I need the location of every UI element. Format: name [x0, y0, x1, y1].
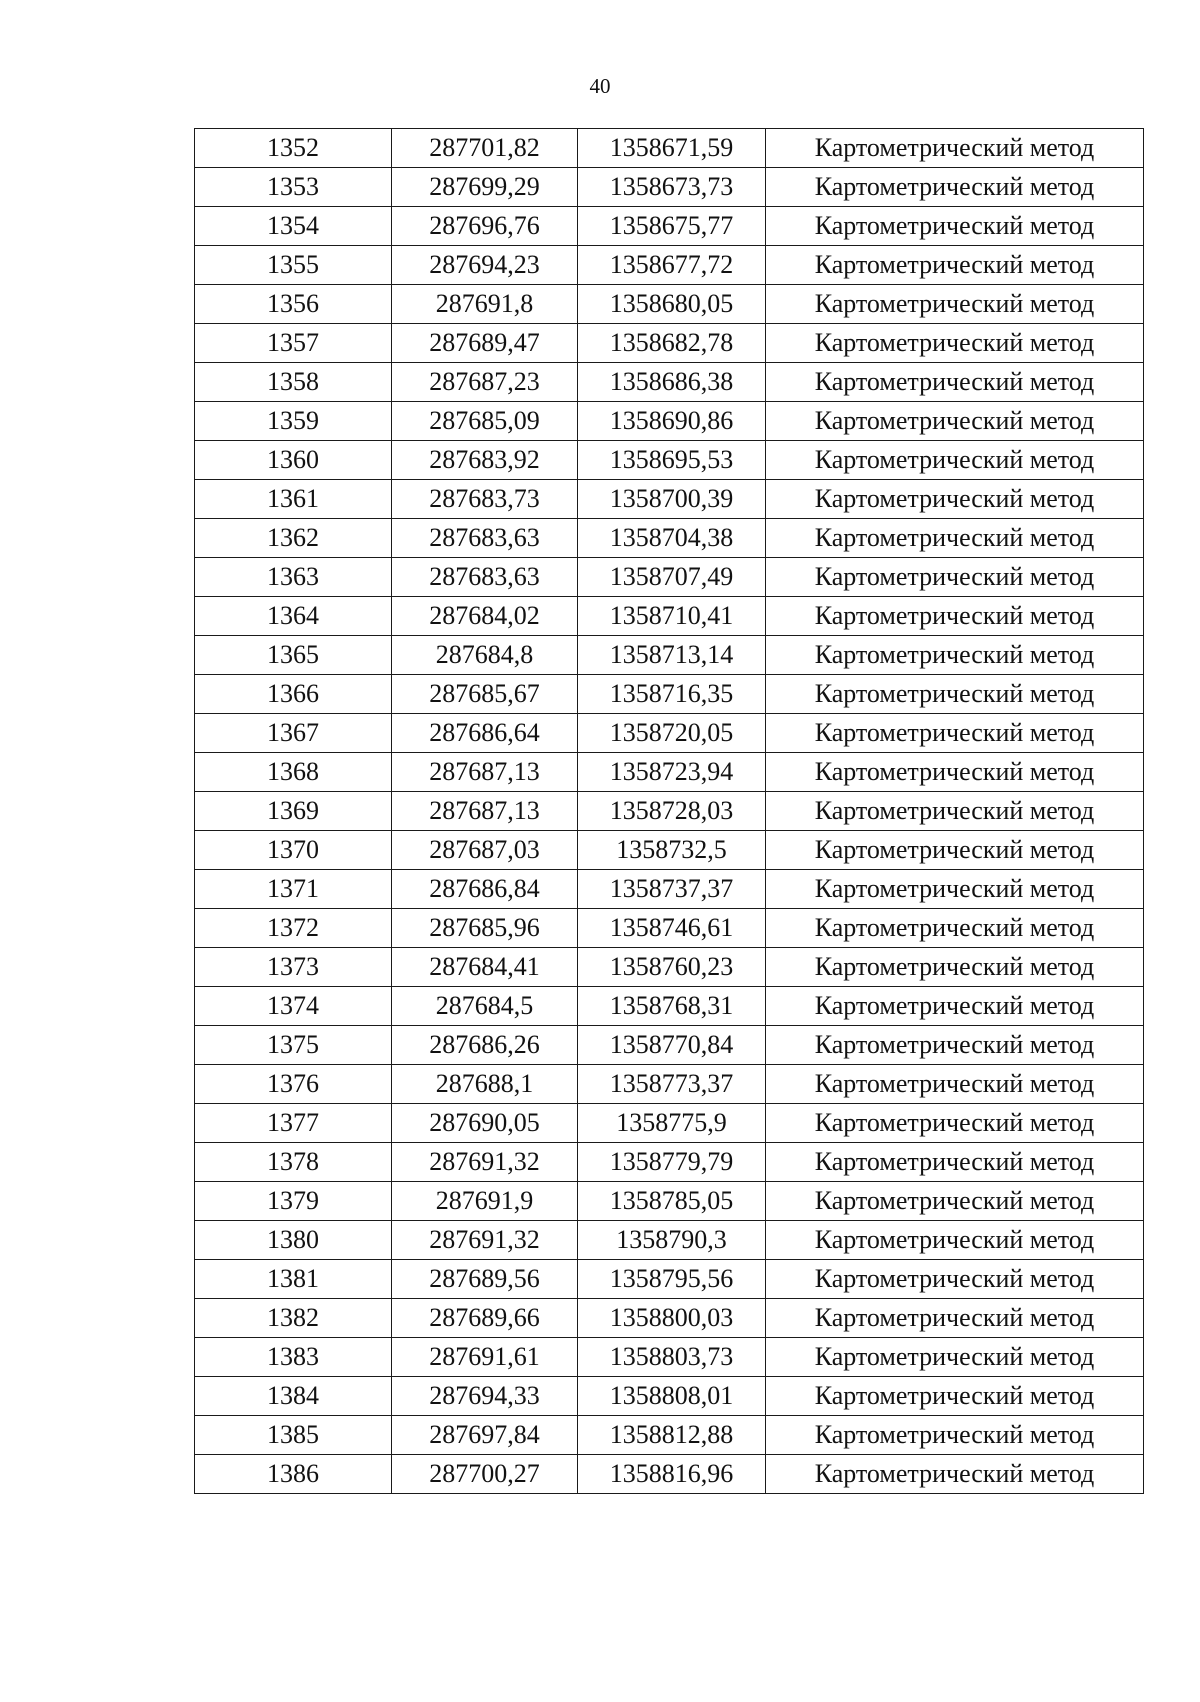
point-number-cell: 1368 — [195, 753, 392, 792]
point-number-cell: 1373 — [195, 948, 392, 987]
y-coordinate-cell: 1358773,37 — [578, 1065, 766, 1104]
y-coordinate-cell: 1358779,79 — [578, 1143, 766, 1182]
table-row — [195, 987, 1144, 1026]
point-number-cell: 1380 — [195, 1221, 392, 1260]
point-number-cell: 1369 — [195, 792, 392, 831]
method-cell: Картометрический метод — [766, 1338, 1144, 1377]
x-coordinate-cell: 287685,67 — [392, 675, 578, 714]
table-row — [195, 285, 1144, 324]
x-coordinate-cell: 287691,9 — [392, 1182, 578, 1221]
table-row — [195, 519, 1144, 558]
x-coordinate-cell: 287689,66 — [392, 1299, 578, 1338]
method-cell: Картометрический метод — [766, 129, 1144, 168]
y-coordinate-cell: 1358690,86 — [578, 402, 766, 441]
y-coordinate-cell: 1358675,77 — [578, 207, 766, 246]
table-row — [195, 1260, 1144, 1299]
table-row — [195, 207, 1144, 246]
point-number-cell: 1366 — [195, 675, 392, 714]
y-coordinate-cell: 1358800,03 — [578, 1299, 766, 1338]
table-row — [195, 558, 1144, 597]
x-coordinate-cell: 287701,82 — [392, 129, 578, 168]
point-number-cell: 1386 — [195, 1455, 392, 1494]
point-number-cell: 1384 — [195, 1377, 392, 1416]
y-coordinate-cell: 1358700,39 — [578, 480, 766, 519]
method-cell: Картометрический метод — [766, 831, 1144, 870]
point-number-cell: 1365 — [195, 636, 392, 675]
method-cell: Картометрический метод — [766, 987, 1144, 1026]
table-row — [195, 1221, 1144, 1260]
point-number-cell: 1355 — [195, 246, 392, 285]
y-coordinate-cell: 1358677,72 — [578, 246, 766, 285]
method-cell: Картометрический метод — [766, 246, 1144, 285]
point-number-cell: 1364 — [195, 597, 392, 636]
x-coordinate-cell: 287691,32 — [392, 1143, 578, 1182]
table-row — [195, 909, 1144, 948]
x-coordinate-cell: 287683,73 — [392, 480, 578, 519]
x-coordinate-cell: 287694,23 — [392, 246, 578, 285]
x-coordinate-cell: 287685,96 — [392, 909, 578, 948]
y-coordinate-cell: 1358720,05 — [578, 714, 766, 753]
method-cell: Картометрический метод — [766, 441, 1144, 480]
y-coordinate-cell: 1358671,59 — [578, 129, 766, 168]
y-coordinate-cell: 1358716,35 — [578, 675, 766, 714]
y-coordinate-cell: 1358775,9 — [578, 1104, 766, 1143]
point-number-cell: 1361 — [195, 480, 392, 519]
y-coordinate-cell: 1358686,38 — [578, 363, 766, 402]
table-row — [195, 1065, 1144, 1104]
point-number-cell: 1372 — [195, 909, 392, 948]
table-row — [195, 1455, 1144, 1494]
x-coordinate-cell: 287683,63 — [392, 558, 578, 597]
table-row — [195, 948, 1144, 987]
x-coordinate-cell: 287690,05 — [392, 1104, 578, 1143]
point-number-cell: 1360 — [195, 441, 392, 480]
point-number-cell: 1374 — [195, 987, 392, 1026]
y-coordinate-cell: 1358812,88 — [578, 1416, 766, 1455]
y-coordinate-cell: 1358790,3 — [578, 1221, 766, 1260]
x-coordinate-cell: 287694,33 — [392, 1377, 578, 1416]
point-number-cell: 1358 — [195, 363, 392, 402]
table-row — [195, 1143, 1144, 1182]
x-coordinate-cell: 287691,8 — [392, 285, 578, 324]
x-coordinate-cell: 287683,63 — [392, 519, 578, 558]
method-cell: Картометрический метод — [766, 207, 1144, 246]
method-cell: Картометрический метод — [766, 909, 1144, 948]
y-coordinate-cell: 1358746,61 — [578, 909, 766, 948]
point-number-cell: 1375 — [195, 1026, 392, 1065]
table-row — [195, 1416, 1144, 1455]
point-number-cell: 1377 — [195, 1104, 392, 1143]
y-coordinate-cell: 1358723,94 — [578, 753, 766, 792]
table-row — [195, 1182, 1144, 1221]
point-number-cell: 1370 — [195, 831, 392, 870]
method-cell: Картометрический метод — [766, 1221, 1144, 1260]
table-row — [195, 363, 1144, 402]
x-coordinate-cell: 287689,56 — [392, 1260, 578, 1299]
method-cell: Картометрический метод — [766, 1143, 1144, 1182]
y-coordinate-cell: 1358682,78 — [578, 324, 766, 363]
method-cell: Картометрический метод — [766, 636, 1144, 675]
method-cell: Картометрический метод — [766, 402, 1144, 441]
point-number-cell: 1356 — [195, 285, 392, 324]
method-cell: Картометрический метод — [766, 519, 1144, 558]
table-row — [195, 168, 1144, 207]
method-cell: Картометрический метод — [766, 1299, 1144, 1338]
table-row — [195, 129, 1144, 168]
method-cell: Картометрический метод — [766, 1182, 1144, 1221]
x-coordinate-cell: 287687,23 — [392, 363, 578, 402]
y-coordinate-cell: 1358695,53 — [578, 441, 766, 480]
y-coordinate-cell: 1358710,41 — [578, 597, 766, 636]
x-coordinate-cell: 287683,92 — [392, 441, 578, 480]
x-coordinate-cell: 287691,61 — [392, 1338, 578, 1377]
table-row — [195, 1104, 1144, 1143]
y-coordinate-cell: 1358768,31 — [578, 987, 766, 1026]
table-row — [195, 675, 1144, 714]
table-row — [195, 1299, 1144, 1338]
page-number: 40 — [589, 74, 611, 98]
point-number-cell: 1385 — [195, 1416, 392, 1455]
method-cell: Картометрический метод — [766, 285, 1144, 324]
method-cell: Картометрический метод — [766, 753, 1144, 792]
x-coordinate-cell: 287684,8 — [392, 636, 578, 675]
x-coordinate-cell: 287684,5 — [392, 987, 578, 1026]
y-coordinate-cell: 1358808,01 — [578, 1377, 766, 1416]
point-number-cell: 1371 — [195, 870, 392, 909]
y-coordinate-cell: 1358728,03 — [578, 792, 766, 831]
point-number-cell: 1352 — [195, 129, 392, 168]
point-number-cell: 1354 — [195, 207, 392, 246]
y-coordinate-cell: 1358680,05 — [578, 285, 766, 324]
point-number-cell: 1362 — [195, 519, 392, 558]
table-row — [195, 753, 1144, 792]
table-row — [195, 402, 1144, 441]
table-row — [195, 480, 1144, 519]
table-row — [195, 324, 1144, 363]
method-cell: Картометрический метод — [766, 480, 1144, 519]
method-cell: Картометрический метод — [766, 558, 1144, 597]
y-coordinate-cell: 1358707,49 — [578, 558, 766, 597]
method-cell: Картометрический метод — [766, 597, 1144, 636]
method-cell: Картометрический метод — [766, 1416, 1144, 1455]
y-coordinate-cell: 1358713,14 — [578, 636, 766, 675]
y-coordinate-cell: 1358737,37 — [578, 870, 766, 909]
x-coordinate-cell: 287688,1 — [392, 1065, 578, 1104]
table-row — [195, 597, 1144, 636]
table-row — [195, 1377, 1144, 1416]
method-cell: Картометрический метод — [766, 1065, 1144, 1104]
x-coordinate-cell: 287687,13 — [392, 792, 578, 831]
x-coordinate-cell: 287687,13 — [392, 753, 578, 792]
x-coordinate-cell: 287699,29 — [392, 168, 578, 207]
point-number-cell: 1353 — [195, 168, 392, 207]
method-cell: Картометрический метод — [766, 168, 1144, 207]
table-row — [195, 831, 1144, 870]
x-coordinate-cell: 287691,32 — [392, 1221, 578, 1260]
method-cell: Картометрический метод — [766, 714, 1144, 753]
table-row — [195, 441, 1144, 480]
x-coordinate-cell: 287684,41 — [392, 948, 578, 987]
y-coordinate-cell: 1358704,38 — [578, 519, 766, 558]
y-coordinate-cell: 1358732,5 — [578, 831, 766, 870]
y-coordinate-cell: 1358770,84 — [578, 1026, 766, 1065]
x-coordinate-cell: 287700,27 — [392, 1455, 578, 1494]
x-coordinate-cell: 287696,76 — [392, 207, 578, 246]
table-row — [195, 636, 1144, 675]
table-row — [195, 246, 1144, 285]
point-number-cell: 1357 — [195, 324, 392, 363]
method-cell: Картометрический метод — [766, 1260, 1144, 1299]
point-number-cell: 1383 — [195, 1338, 392, 1377]
method-cell: Картометрический метод — [766, 1455, 1144, 1494]
x-coordinate-cell: 287685,09 — [392, 402, 578, 441]
table-row — [195, 792, 1144, 831]
point-number-cell: 1363 — [195, 558, 392, 597]
table-row — [195, 870, 1144, 909]
x-coordinate-cell: 287697,84 — [392, 1416, 578, 1455]
table-row — [195, 1338, 1144, 1377]
y-coordinate-cell: 1358760,23 — [578, 948, 766, 987]
method-cell: Картометрический метод — [766, 1026, 1144, 1065]
x-coordinate-cell: 287686,84 — [392, 870, 578, 909]
point-number-cell: 1359 — [195, 402, 392, 441]
y-coordinate-cell: 1358816,96 — [578, 1455, 766, 1494]
point-number-cell: 1378 — [195, 1143, 392, 1182]
method-cell: Картометрический метод — [766, 870, 1144, 909]
point-number-cell: 1381 — [195, 1260, 392, 1299]
method-cell: Картометрический метод — [766, 324, 1144, 363]
y-coordinate-cell: 1358803,73 — [578, 1338, 766, 1377]
method-cell: Картометрический метод — [766, 792, 1144, 831]
coordinates-table — [194, 128, 1144, 1494]
x-coordinate-cell: 287687,03 — [392, 831, 578, 870]
method-cell: Картометрический метод — [766, 1104, 1144, 1143]
table-row — [195, 1026, 1144, 1065]
table-row — [195, 714, 1144, 753]
y-coordinate-cell: 1358673,73 — [578, 168, 766, 207]
point-number-cell: 1367 — [195, 714, 392, 753]
point-number-cell: 1382 — [195, 1299, 392, 1338]
method-cell: Картометрический метод — [766, 948, 1144, 987]
method-cell: Картометрический метод — [766, 1377, 1144, 1416]
x-coordinate-cell: 287686,26 — [392, 1026, 578, 1065]
y-coordinate-cell: 1358795,56 — [578, 1260, 766, 1299]
y-coordinate-cell: 1358785,05 — [578, 1182, 766, 1221]
x-coordinate-cell: 287686,64 — [392, 714, 578, 753]
point-number-cell: 1376 — [195, 1065, 392, 1104]
method-cell: Картометрический метод — [766, 675, 1144, 714]
coordinates-table-body — [195, 129, 1144, 1494]
point-number-cell: 1379 — [195, 1182, 392, 1221]
x-coordinate-cell: 287689,47 — [392, 324, 578, 363]
method-cell: Картометрический метод — [766, 363, 1144, 402]
x-coordinate-cell: 287684,02 — [392, 597, 578, 636]
